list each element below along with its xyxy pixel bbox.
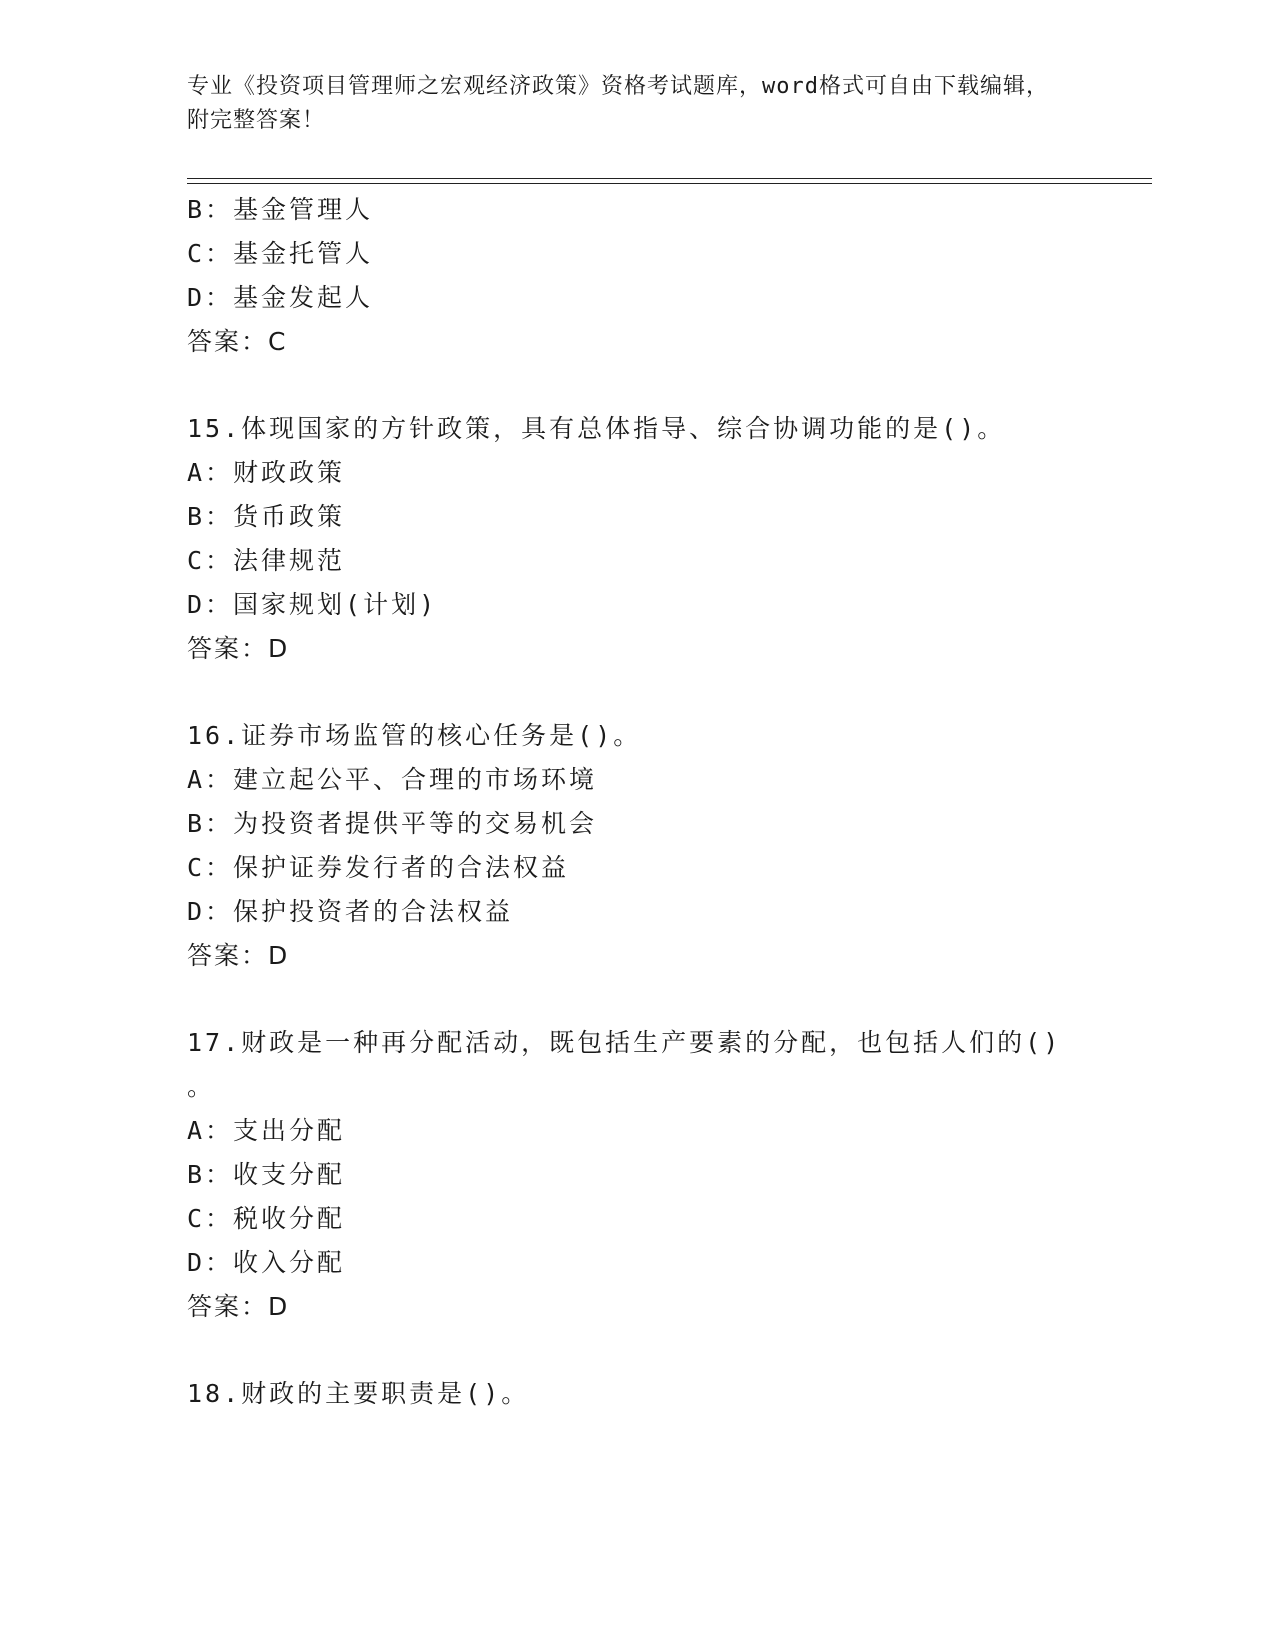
option-d: D：基金发起人 <box>187 283 374 312</box>
option-c: C：保护证券发行者的合法权益 <box>187 853 570 882</box>
question-stem: 16.证券市场监管的核心任务是()。 <box>187 721 642 750</box>
option-a: A：财政政策 <box>187 458 346 487</box>
option-b: B：基金管理人 <box>187 195 374 224</box>
header-divider-bottom <box>187 183 1152 184</box>
option-c: C：法律规范 <box>187 546 346 575</box>
question-stem: 17.财政是一种再分配活动，既包括生产要素的分配，也包括人们的() <box>187 1028 1062 1057</box>
option-c: C：基金托管人 <box>187 239 374 268</box>
question-stem: 15.体现国家的方针政策，具有总体指导、综合协调功能的是()。 <box>187 414 1006 443</box>
question-stem: 18.财政的主要职责是()。 <box>187 1379 530 1408</box>
question-stem-continuation: 。 <box>187 1072 216 1101</box>
answer: 答案：D <box>187 634 290 663</box>
option-b: B：收支分配 <box>187 1160 346 1189</box>
option-a: A：支出分配 <box>187 1116 346 1145</box>
option-d: D：保护投资者的合法权益 <box>187 897 514 926</box>
answer: 答案：D <box>187 941 290 970</box>
option-b: B：为投资者提供平等的交易机会 <box>187 809 598 838</box>
option-a: A：建立起公平、合理的市场环境 <box>187 765 598 794</box>
header-divider-top <box>187 178 1152 179</box>
answer: 答案：D <box>187 1292 290 1321</box>
option-d: D：收入分配 <box>187 1248 346 1277</box>
option-c: C：税收分配 <box>187 1204 346 1233</box>
option-b: B：货币政策 <box>187 502 346 531</box>
answer: 答案：C <box>187 327 288 356</box>
option-d: D：国家规划(计划) <box>187 590 438 619</box>
page-header: 专业《投资项目管理师之宏观经济政策》资格考试题库，word格式可自由下载编辑，附完整答案！ <box>187 74 1049 133</box>
